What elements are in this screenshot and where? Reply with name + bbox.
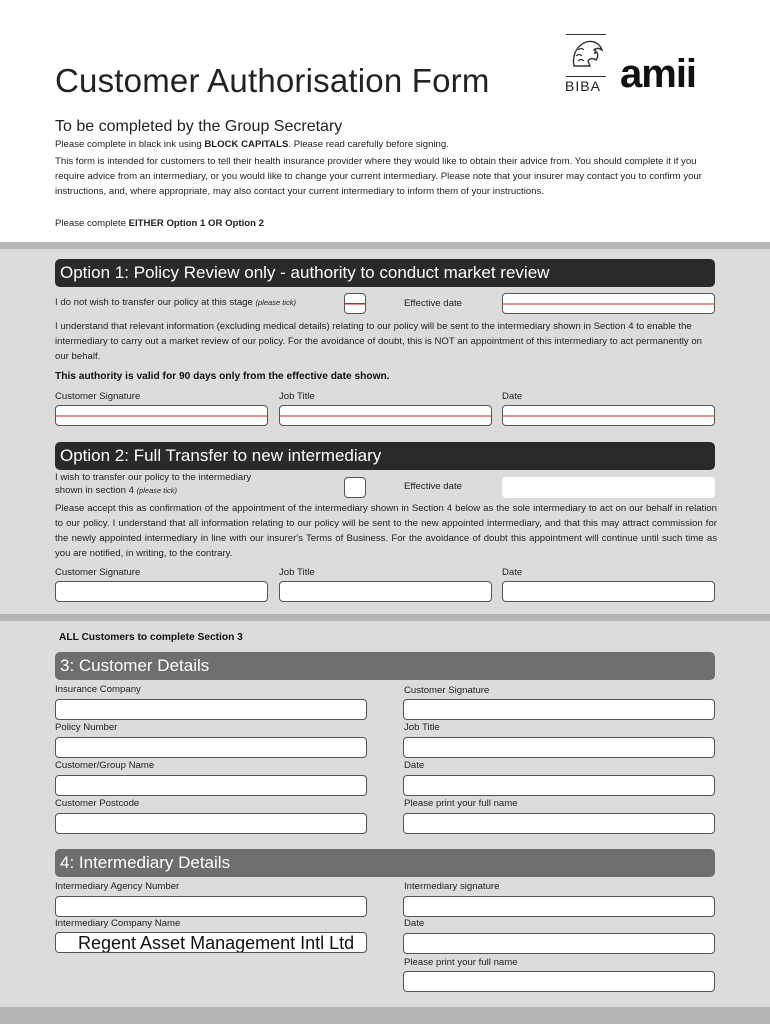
option1-date-label: Date [502,391,523,402]
option1-date-field[interactable] [502,405,715,426]
section3-heading: 3: Customer Details [55,652,715,680]
intermediary-signature-field[interactable] [403,896,715,917]
either-emphasis: EITHER Option 1 OR Option 2 [128,218,264,229]
option2-tick-box[interactable] [344,477,366,498]
policy-number-field[interactable] [55,737,367,758]
s4-print-name-field[interactable] [403,971,715,992]
option2-effective-date-label: Effective date [404,481,462,492]
option1-tick-box[interactable] [344,293,366,314]
no-transfer-text: I do not wish to transfer our policy at this stage [55,297,256,308]
subtitle: To be completed by the Group Secretary [55,118,343,135]
logo-rule [566,34,606,35]
biba-amii-logo [562,32,720,98]
biba-logo-text: BIBA [565,78,601,94]
option1-heading: Option 1: Policy Review only - authority to conduct market review [55,259,715,287]
please-tick-hint: (please tick) [255,298,296,307]
option1-effective-date-field[interactable] [502,293,715,314]
option1-paragraph: I understand that relevant information (excluding medical details) relating to our policy will be sent to the intermediary shown in Section 4 to enable the intermediary to carry out a market review of our policy. For the avoidance of doubt, this is NOT an appointment of this intermediary to act permanently on our behalf. [55,321,702,362]
s3-date-field[interactable] [403,775,715,796]
group-name-field[interactable] [55,775,367,796]
option2-job-title-label: Job Title [279,567,315,578]
intro-paragraph: This form is intended for customers to tell their health insurance provider where they would like to obtain their advice from. You should complete it if you require advice from an intermediary, or you would like to change your current intermediary. Please note that your insurer may contact you to confirm your instructions, and, where appropriate, may also contact your current intermediary to inform them of your instructions. [55,156,702,197]
transfer-text: I wish to transfer our policy to the intermediary [55,472,252,483]
option2-heading: Option 2: Full Transfer to new intermediary [55,442,715,470]
s4-print-name-label: Please print your full name [404,957,518,968]
s4-date-label: Date [404,918,425,929]
instructions-line [55,137,715,152]
option2-effective-date-field[interactable] [502,477,715,498]
s3-signature-field[interactable] [403,699,715,720]
option1-effective-date-label: Effective date [404,298,462,309]
company-name-field[interactable]: Regent Asset Management Intl Ltd [55,932,367,953]
s3-signature-label: Customer Signature [404,685,490,696]
group-name-label: Customer/Group Name [55,760,155,771]
option1-validity: This authority is valid for 90 days only from the effective date shown. [55,371,390,382]
intermediary-signature-label: Intermediary signature [404,881,500,892]
instruction-emphasis: BLOCK CAPITALS [204,139,289,150]
s3-print-name-label: Please print your full name [404,798,518,809]
option1-signature-label: Customer Signature [55,391,141,402]
insurance-company-field[interactable] [55,699,367,720]
logo-rule [566,76,606,77]
transfer-label [55,471,251,497]
option2-signature-label: Customer Signature [55,567,141,578]
instruction-text: Please complete in black ink using [55,139,205,150]
transfer-text: shown in section 4 [55,485,137,496]
policy-number-label: Policy Number [55,722,118,733]
instruction-text: . Please read carefully before signing. [288,139,449,150]
insurance-company-label: Insurance Company [55,684,141,695]
amii-logo-text: amii [620,52,697,96]
section4-heading: 4: Intermediary Details [55,849,715,877]
option1-job-title-label: Job Title [279,391,315,402]
s3-job-title-field[interactable] [403,737,715,758]
no-transfer-label [55,297,296,308]
option1-job-title-field[interactable] [279,405,492,426]
s3-job-title-label: Job Title [404,722,440,733]
all-customers-note: ALL Customers to complete Section 3 [59,632,243,643]
either-option-line [55,216,715,231]
please-tick-hint: (please tick) [136,486,178,495]
postcode-field[interactable] [55,813,367,834]
band-divider [0,614,770,621]
band-divider [0,242,770,249]
s3-date-label: Date [404,760,425,771]
bottom-strip [0,1007,770,1024]
lion-icon [566,36,608,74]
s3-print-name-field[interactable] [403,813,715,834]
option2-paragraph: Please accept this as confirmation of the appointment of the intermediary shown in Section 4 below as the sole intermediary to act on our behalf in relation to our policy. I understand that all information relating to our policy will be sent to the new appointed intermediary, and that this may attract commission for the newly appointed intermediary in line with our insurer's Terms of Business. For the avoidance of doubt this appointment will continue until such time as you are notified, in writing, to the contrary. [55,503,717,559]
postcode-label: Customer Postcode [55,798,140,809]
agency-number-label: Intermediary Agency Number [55,881,180,892]
form-title: Customer Authorisation Form [55,62,490,99]
option2-job-title-field[interactable] [279,581,492,602]
either-text: Please complete [55,218,129,229]
company-name-label: Intermediary Company Name [55,918,181,929]
option2-date-field[interactable] [502,581,715,602]
option2-signature-field[interactable] [55,581,268,602]
option1-signature-field[interactable] [55,405,268,426]
agency-number-field[interactable] [55,896,367,917]
option2-date-label: Date [502,567,523,578]
s4-date-field[interactable] [403,933,715,954]
